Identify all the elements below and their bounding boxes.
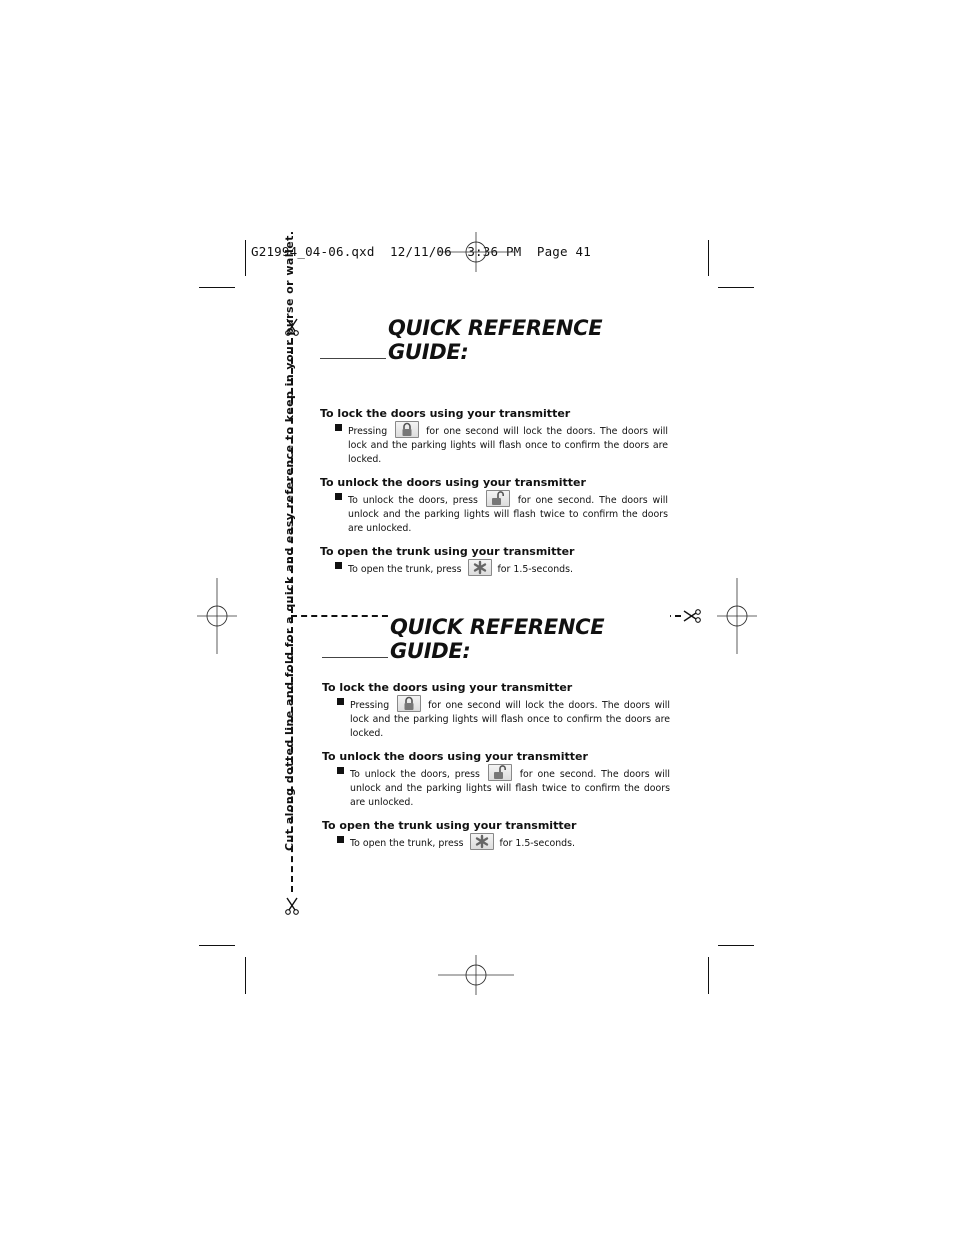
bullet-icon bbox=[337, 698, 344, 705]
fold-instruction: Cut along dotted line and fold for a quick and easy reference to keep in your purse or wallet. bbox=[283, 230, 296, 851]
section-heading: To unlock the doors using your transmitter bbox=[320, 476, 586, 489]
section-heading: To open the trunk using your transmitter bbox=[320, 545, 575, 558]
guide-title: QUICK REFERENCE GUIDE: bbox=[388, 615, 670, 663]
lock-open-icon bbox=[486, 490, 510, 507]
instruction-item bbox=[320, 421, 668, 467]
crop-mark bbox=[245, 957, 246, 994]
bullet-icon bbox=[337, 767, 344, 774]
instruction-post: for one second will lock the doors. The doors will lock and the parking lights will flash once to confirm the doors are locked. bbox=[350, 700, 671, 739]
print-header: G21994_04-06.qxd 12/11/06 3:36 PM Page 41 bbox=[251, 244, 591, 259]
crop-mark bbox=[708, 240, 709, 276]
crop-mark bbox=[199, 287, 235, 288]
instruction-item bbox=[322, 833, 670, 851]
crop-mark bbox=[199, 945, 235, 946]
lock-section bbox=[322, 680, 670, 741]
crop-mark bbox=[245, 240, 246, 276]
instruction-pre: To unlock the doors, press bbox=[350, 769, 480, 780]
bullet-icon bbox=[335, 493, 342, 500]
lock-closed-icon bbox=[395, 421, 419, 438]
section-heading: To lock the doors using your transmitter bbox=[322, 681, 573, 694]
bullet-icon bbox=[335, 424, 342, 431]
unlock-section bbox=[320, 475, 668, 536]
bullet-icon bbox=[335, 562, 342, 569]
crop-mark bbox=[718, 945, 754, 946]
section-heading: To lock the doors using your transmitter bbox=[320, 407, 571, 420]
bullet-icon bbox=[337, 836, 344, 843]
instruction-pre: To open the trunk, press bbox=[348, 564, 462, 575]
lock-section bbox=[320, 406, 668, 467]
instruction-item bbox=[322, 764, 670, 810]
unlock-section bbox=[322, 749, 670, 810]
instruction-item bbox=[322, 695, 670, 741]
instruction-post: for one second will lock the doors. The doors will lock and the parking lights will flash once to confirm the doors are locked. bbox=[348, 426, 669, 465]
instruction-item bbox=[320, 559, 668, 577]
crop-mark bbox=[708, 957, 709, 994]
guide-title-bar bbox=[320, 316, 668, 364]
instruction-pre: To unlock the doors, press bbox=[348, 495, 478, 506]
instruction-post: for one second. The doors will unlock and the parking lights will flash twice to confirm the doors are unlocked. bbox=[350, 769, 671, 808]
instruction-pre: Pressing bbox=[348, 426, 388, 437]
lock-open-icon bbox=[488, 764, 512, 781]
instruction-pre: Pressing bbox=[350, 700, 390, 711]
guide-title-bar bbox=[322, 615, 670, 663]
scissors-icon bbox=[683, 608, 701, 624]
instruction-pre: To open the trunk, press bbox=[350, 838, 464, 849]
guide-title: QUICK REFERENCE GUIDE: bbox=[386, 316, 668, 364]
trunk-section bbox=[322, 818, 670, 851]
trunk-star-icon bbox=[468, 559, 492, 576]
section-heading: To unlock the doors using your transmitter bbox=[322, 750, 588, 763]
quick-reference-guide bbox=[320, 316, 669, 577]
section-heading: To open the trunk using your transmitter bbox=[322, 819, 577, 832]
registration-mark bbox=[197, 578, 237, 654]
instruction-item bbox=[320, 490, 668, 536]
trunk-section bbox=[320, 544, 668, 577]
registration-mark bbox=[438, 232, 514, 272]
instruction-post: for one second. The doors will unlock and the parking lights will flash twice to confirm the doors are unlocked. bbox=[348, 495, 669, 534]
crop-mark bbox=[718, 287, 754, 288]
instruction-post: for 1.5-seconds. bbox=[497, 564, 573, 575]
scissors-icon bbox=[284, 897, 300, 915]
trunk-star-icon bbox=[470, 833, 494, 850]
registration-mark bbox=[717, 578, 757, 654]
lock-closed-icon bbox=[397, 695, 421, 712]
registration-mark bbox=[438, 955, 514, 995]
instruction-post: for 1.5-seconds. bbox=[499, 838, 575, 849]
quick-reference-guide bbox=[322, 615, 671, 851]
